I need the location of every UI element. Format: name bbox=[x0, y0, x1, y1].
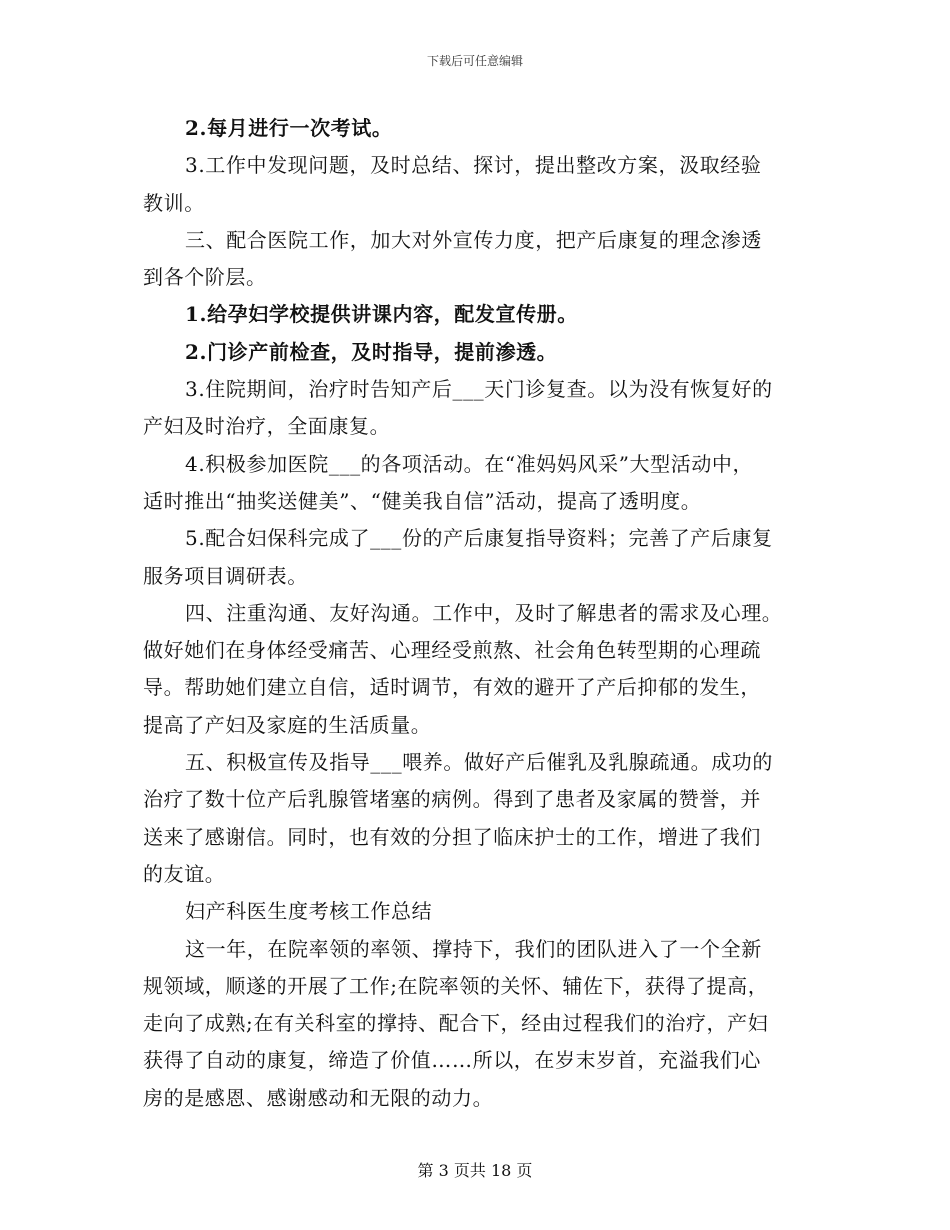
text-line: 送来了感谢信。同时，也有效的分担了临床护士的工作，增进了我们 bbox=[143, 824, 761, 849]
text-line: 获得了自动的康复，缔造了价值……所以，在岁末岁首，充溢我们心 bbox=[143, 1048, 761, 1073]
text-line: 规领域，顺遂的开展了工作;在院率领的关怀、辅佐下，获得了提高， bbox=[143, 973, 769, 998]
text-line: 做好她们在身体经受痛苦、心理经受煎熬、社会角色转型期的心理疏 bbox=[143, 638, 761, 663]
text-line: 5.配合妇保科完成了___份的产后康复指导资料；完善了产后康复 bbox=[185, 526, 773, 551]
text-line: 五、积极宣传及指导___喂养。做好产后催乳及乳腺疏通。成功的 bbox=[185, 750, 773, 775]
text-line: 导。帮助她们建立自信，适时调节，有效的避开了产后抑郁的发生， bbox=[143, 675, 761, 700]
text-line: 的友谊。 bbox=[143, 861, 226, 886]
text-line: 4.积极参加医院___的各项活动。在“准妈妈风采”大型活动中， bbox=[185, 451, 754, 476]
text-line: 3.工作中发现问题，及时总结、探讨，提出整改方案，汲取经验 bbox=[185, 153, 762, 178]
text-line: 教训。 bbox=[143, 190, 205, 215]
text-line: 2.每月进行一次考试。 bbox=[185, 116, 393, 140]
page-footer: 第 3 页共 18 页 bbox=[417, 1161, 533, 1180]
document-body bbox=[143, 110, 813, 1117]
page-header: 下载后可任意编辑 bbox=[426, 54, 523, 68]
text-line: 2.门诊产前检查，及时指导，提前渗透。 bbox=[185, 339, 558, 364]
text-line: 房的是感恩、感谢感动和无限的动力。 bbox=[143, 1085, 494, 1110]
text-line: 妇产科医生度考核工作总结 bbox=[185, 899, 433, 924]
text-line: 产妇及时治疗，全面康复。 bbox=[143, 414, 391, 439]
text-line: 服务项目调研表。 bbox=[143, 563, 308, 588]
text-line: 三、配合医院工作，加大对外宣传力度，把产后康复的理念渗透 bbox=[185, 227, 762, 252]
text-line: 这一年，在院率领的率领、撑持下，我们的团队进入了一个全新 bbox=[185, 936, 762, 961]
text-line: 提高了产妇及家庭的生活质量。 bbox=[143, 712, 432, 737]
text-line: 四、注重沟通、友好沟通。工作中，及时了解患者的需求及心理。 bbox=[185, 600, 783, 625]
text-line: 1.给孕妇学校提供讲课内容，配发宣传册。 bbox=[185, 302, 578, 327]
text-line: 3.住院期间，治疗时告知产后___天门诊复查。以为没有恢复好的 bbox=[185, 377, 773, 402]
text-line: 到各个阶层。 bbox=[143, 265, 267, 290]
text-line: 治疗了数十位产后乳腺管堵塞的病例。得到了患者及家属的赞誉，并 bbox=[143, 787, 761, 812]
text-line: 走向了成熟;在有关科室的撑持、配合下，经由过程我们的治疗，产妇 bbox=[143, 1011, 769, 1036]
text-line: 适时推出“抽奖送健美”、“健美我自信”活动，提高了透明度。 bbox=[143, 488, 702, 513]
